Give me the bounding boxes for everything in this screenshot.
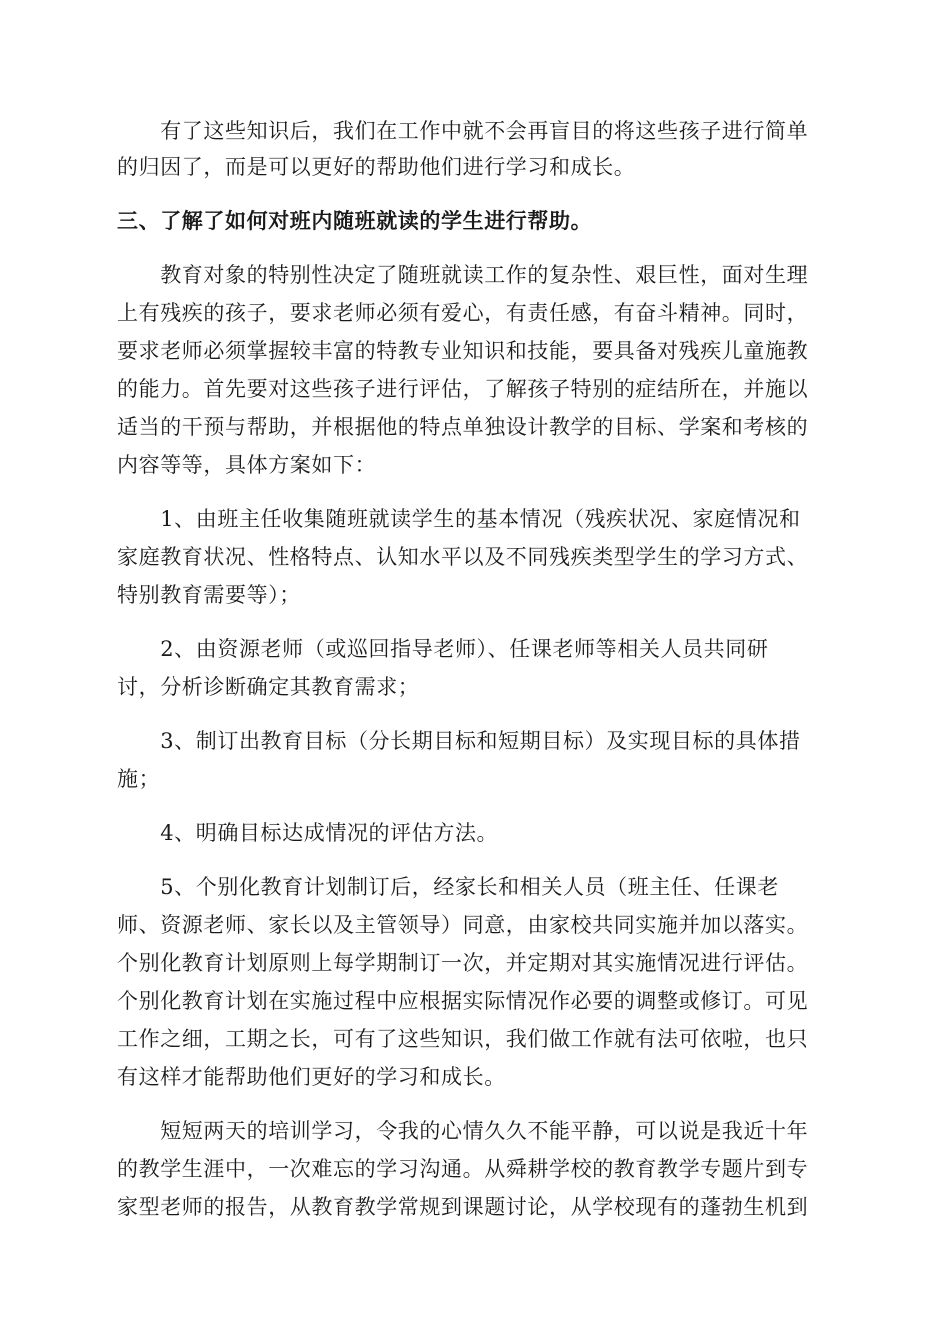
section-heading: 三、了解了如何对班内随班就读的学生进行帮助。 (117, 208, 593, 233)
list-item-line: 家庭教育状况、性格特点、认知水平以及不同残疾类型学生的学习方式、 (117, 545, 809, 569)
list-item-line: 有这样才能帮助他们更好的学习和成长。 (117, 1065, 506, 1089)
paragraph-line: 家型老师的报告，从教育教学常规到课题讨论，从学校现有的蓬勃生机到 (117, 1195, 809, 1219)
paragraph-line: 适当的干预与帮助，并根据他的特点单独设计教学的目标、学案和考核的 (117, 415, 809, 439)
paragraph-line: 内容等等，具体方案如下： (117, 453, 377, 477)
paragraph-line: 的归因了，而是可以更好的帮助他们进行学习和成长。 (117, 155, 636, 179)
list-item-line: 2、由资源老师（或巡回指导老师）、任课老师等相关人员共同研 (117, 637, 769, 661)
list-item-line: 4、明确目标达成情况的评估方法。 (117, 821, 499, 845)
list-item-line: 师、资源老师、家长以及主管领导）同意，由家校共同实施并加以落实。 (117, 913, 809, 937)
list-item-line: 5、个别化教育计划制订后，经家长和相关人员（班主任、任课老 (117, 875, 779, 899)
list-item-line: 工作之细，工期之长，可有了这些知识，我们做工作就有法可依啦，也只 (117, 1027, 809, 1051)
paragraph-line: 的能力。首先要对这些孩子进行评估，了解孩子特别的症结所在，并施以 (117, 377, 809, 401)
paragraph-line: 上有残疾的孩子，要求老师必须有爱心，有责任感，有奋斗精神。同时， (117, 301, 809, 325)
paragraph-line: 教育对象的特别性决定了随班就读工作的复杂性、艰巨性，面对生理 (117, 263, 809, 287)
paragraph-line: 有了这些知识后，我们在工作中就不会再盲目的将这些孩子进行简单 (117, 119, 809, 143)
list-item-line: 特别教育需要等）； (117, 583, 301, 607)
paragraph-line: 短短两天的培训学习，令我的心情久久不能平静，可以说是我近十年 (117, 1119, 809, 1143)
paragraph-line: 要求老师必须掌握较丰富的特教专业知识和技能，要具备对残疾儿童施教 (117, 339, 809, 363)
list-item-line: 个别化教育计划在实施过程中应根据实际情况作必要的调整或修订。可见 (117, 989, 809, 1013)
list-item-line: 施； (117, 767, 161, 791)
list-item-line: 1、由班主任收集随班就读学生的基本情况（残疾状况、家庭情况和 (117, 507, 801, 531)
list-item-line: 个别化教育计划原则上每学期制订一次，并定期对其实施情况进行评估。 (117, 951, 809, 975)
paragraph-line: 的教学生涯中，一次难忘的学习沟通。从舜耕学校的教育教学专题片到专 (117, 1157, 809, 1181)
list-item-line: 讨，分析诊断确定其教育需求； (117, 675, 420, 699)
list-item-line: 3、制订出教育目标（分长期目标和短期目标）及实现目标的具体措 (117, 729, 801, 753)
